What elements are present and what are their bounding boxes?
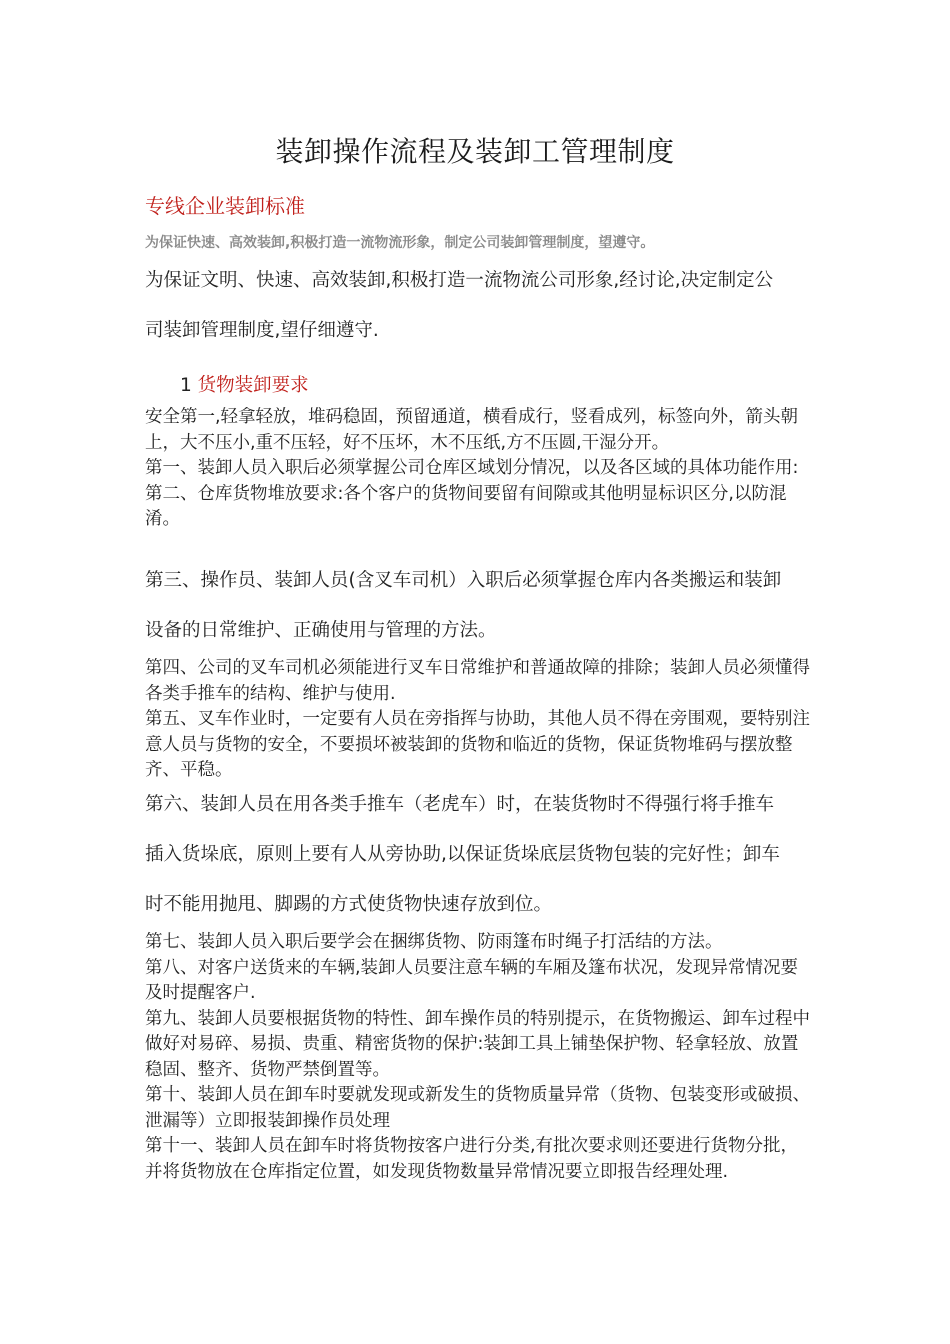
subtitle: 为保证快速、高效装卸,积极打造一流物流形象，制定公司装卸管理制度，望遵守。 [145,235,655,251]
intro-line-1: 为保证文明、快速、高效装卸,积极打造一流物流公司形象,经讨论,决定制定公 [145,270,774,291]
item-3-line-2: 设备的日常维护、正确使用与管理的方法。 [145,620,497,641]
section-number: 1 [180,375,192,396]
paragraph-item-8: 第八、对客户送货来的车辆,装卸人员要注意车辆的车厢及篷布状况，发现异常情况要及时提醒客户. [145,957,799,1003]
paragraph-item-10: 第十、装卸人员在卸车时要就发现或新发生的货物质量异常（货物、包装变形或破损、泄漏等）立即报装卸操作员处理 [145,1085,810,1131]
paragraph-item-9: 第九、装卸人员要根据货物的特性、卸车操作员的特别提示，在货物搬运、卸车过程中做好对易碎、易损、贵重、精密货物的保护:装卸工具上铺垫保护物、轻拿轻放、放置稳固、整齐、货物严禁倒置等。 [145,1008,810,1080]
item-3-line-1: 第三、操作员、装卸人员(含叉车司机）入职后必须掌握仓库内各类搬运和装卸 [145,570,782,591]
paragraph-item-4: 第四、公司的叉车司机必须能进行叉车日常维护和普通故障的排除；装卸人员必须懂得各类手推车的结构、维护与使用. [145,658,810,704]
paragraph-item-7: 第七、装卸人员入职后要学会在捆绑货物、防雨篷布时绳子打活结的方法。 [145,932,723,952]
section-heading: 专线企业装卸标准 [145,194,305,218]
intro-line-2: 司装卸管理制度,望仔细遵守. [145,320,379,341]
paragraph-item-5: 第五、叉车作业时，一定要有人员在旁指挥与协助，其他人员不得在旁围观，要特别注意人员与货物的安全，不要损坏被装卸的货物和临近的货物，保证货物堆码与摆放整齐、平稳。 [145,709,810,780]
paragraph-block-c [145,930,810,1185]
paragraph-item-2: 第二、仓库货物堆放要求:各个客户的货物间要留有间隙或其他明显标识区分,以防混淆。 [145,483,787,529]
item-6-line-2: 插入货垛底，原则上要有人从旁协助,以保证货垛底层货物包装的完好性；卸车 [145,844,780,865]
paragraph-block-a [145,405,810,533]
document-title: 装卸操作流程及装卸工管理制度 [275,135,675,168]
section-label: 货物装卸要求 [197,375,309,396]
item-6-line-1: 第六、装卸人员在用各类手推车（老虎车）时，在装货物时不得强行将手推车 [145,794,775,815]
section-1-heading [180,373,309,399]
item-6-line-3: 时不能用抛甩、脚踢的方式使货物快速存放到位。 [145,894,553,915]
paragraph-rule-summary: 安全第一,轻拿轻放，堆码稳固，预留通道，横看成行，竖看成列，标签向外，箭头朝上，大不压小,重不压轻，好不压坏，木不压纸,方不压圆,干湿分开。 [145,407,799,453]
paragraph-item-1: 第一、装卸人员入职后必须掌握公司仓库区域划分情况，以及各区域的具体功能作用: [145,458,799,478]
paragraph-block-b [145,656,810,784]
paragraph-item-11: 第十一、装卸人员在卸车时将货物按客户进行分类,有批次要求则还要进行货物分批，并将货物放在仓库指定位置，如发现货物数量异常情况要立即报告经理处理. [145,1136,799,1182]
